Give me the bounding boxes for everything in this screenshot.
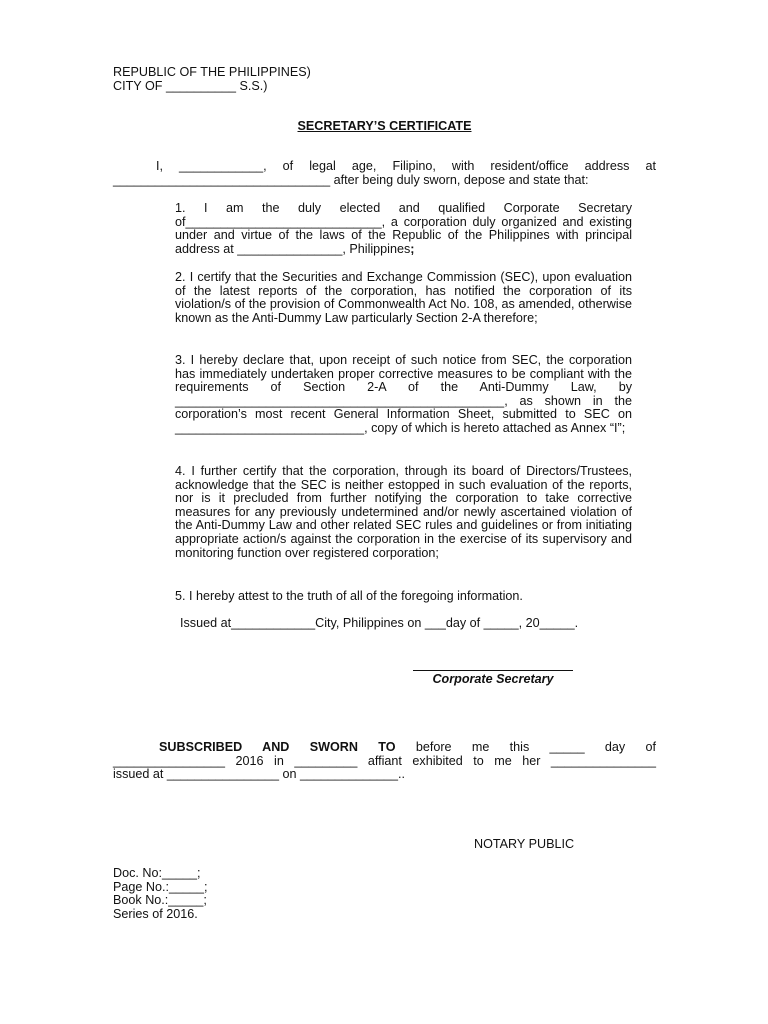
book-number: Book No.:_____; <box>113 893 207 908</box>
intro-line-1: I, ____________, of legal age, Filipino, with resident/office address at <box>156 159 656 173</box>
series-year: Series of 2016. <box>113 906 198 921</box>
venue-city: CITY OF __________ S.S.) <box>113 78 268 93</box>
item-2: 2. I certify that the Securities and Exchange Commission (SEC), upon evaluation of the latest reports of the corporation, has notified the corporation of its violation/s of the provision of Commonwealth Act No. 108, as amended, otherwise known as the Anti-Dummy Law particularly Section 2-A therefore; <box>175 270 632 325</box>
item-3: 3. I hereby declare that, upon receipt of such notice from SEC, the corporation has immediately undertaken proper corrective measures to be compliant with the requirements of Section 2-A of the Anti-Dummy Law, by _______________________________________________, as shown in the corporation’s most recent General Information Sheet, submitted to SEC on ___________________________, copy of which is hereto attached as Annex “I”; <box>175 353 632 435</box>
jurat-line-3: issued at ________________ on ______________.. <box>113 767 406 782</box>
venue-country: REPUBLIC OF THE PHILIPPINES) <box>113 65 311 79</box>
item-4: 4. I further certify that the corporation, through its board of Directors/Trustees, acknowledge that the SEC is neither estopped in such evaluation of the reports, nor is it precluded from further notifying the corporation to take corrective measures for any previously undetermined and/or newly ascertained violation of the Anti-Dummy Law and other related SEC rules and guidelines or from initiating appropriate action/s against the corporation in the exercise of its supervisory and monitoring function over registered corporation; <box>175 464 632 560</box>
doc-info <box>113 867 208 921</box>
jurat-paragraph <box>113 741 656 782</box>
page-number: Page No.:_____; <box>113 879 208 894</box>
jurat-line-1-rest: before me this _____ day of <box>395 740 656 754</box>
intro-paragraph <box>113 160 656 187</box>
signature-line <box>413 670 573 671</box>
doc-number: Doc. No:_____; <box>113 866 201 880</box>
item-5: 5. I hereby attest to the truth of all of the foregoing information. <box>175 589 523 603</box>
intro-line-2: _______________________________ after being duly sworn, depose and state that: <box>113 172 589 187</box>
document-title: SECRETARY’S CERTIFICATE <box>297 119 472 133</box>
jurat-line-1 <box>113 741 656 755</box>
issued-line: Issued at____________City, Philippines on ___day of _____, 20_____. <box>180 616 579 630</box>
jurat-bold-phrase: SUBSCRIBED AND SWORN TO <box>159 740 396 754</box>
item-1 <box>175 202 632 256</box>
item-1-semicolon: ; <box>410 241 415 256</box>
notary-public-label: NOTARY PUBLIC <box>474 837 575 851</box>
venue-header <box>113 66 311 93</box>
item-1-text: 1. I am the duly elected and qualified Corporate Secretary of____________________________, a corporation duly organized and existing under and virtue of the laws of the Republic of the Philippines with principal address at _______________, Philippines <box>175 201 632 256</box>
signature-label: Corporate Secretary <box>432 672 554 686</box>
jurat-line-2: ________________ 2016 in _________ affiant exhibited to me her _______________ <box>113 753 656 768</box>
